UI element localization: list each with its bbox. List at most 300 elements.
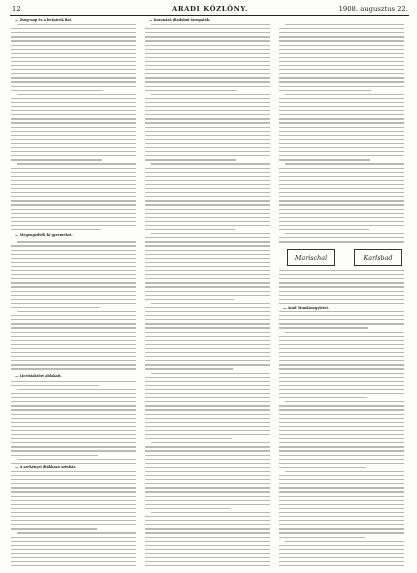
text-line xyxy=(279,348,404,349)
text-line xyxy=(145,332,270,333)
text-line xyxy=(11,172,136,173)
text-line xyxy=(279,537,365,538)
text-line xyxy=(145,200,270,201)
text-line xyxy=(145,500,270,501)
text-line xyxy=(145,356,270,357)
text-line xyxy=(11,455,98,456)
text-line xyxy=(11,516,136,517)
text-line xyxy=(11,414,136,415)
text-line xyxy=(279,168,404,169)
text-line xyxy=(279,557,404,558)
text-line xyxy=(279,65,404,66)
text-line xyxy=(145,69,270,70)
text-line xyxy=(145,122,270,123)
text-line xyxy=(145,348,270,349)
text-line xyxy=(145,40,270,41)
text-line xyxy=(17,532,136,533)
text-line xyxy=(279,159,370,160)
text-line xyxy=(145,241,270,242)
text-line xyxy=(11,340,136,341)
text-line xyxy=(285,471,404,472)
text-line xyxy=(11,504,136,505)
text-line xyxy=(145,438,232,439)
text-line xyxy=(285,233,404,234)
text-line xyxy=(11,299,136,300)
article-heading: — Zsug-nap és a betyárok fiai. xyxy=(15,18,73,22)
text-line xyxy=(11,442,136,443)
text-line xyxy=(145,36,270,37)
text-line xyxy=(279,131,404,132)
text-line xyxy=(11,323,136,324)
text-line xyxy=(279,565,404,566)
text-line xyxy=(145,352,270,353)
text-line xyxy=(11,368,136,369)
text-line xyxy=(151,512,270,513)
text-line xyxy=(145,90,237,91)
text-line xyxy=(11,266,136,267)
text-line xyxy=(11,98,136,99)
text-line xyxy=(279,385,404,386)
text-line xyxy=(11,40,136,41)
text-line xyxy=(11,188,136,189)
text-line xyxy=(11,274,136,275)
text-line xyxy=(279,90,371,91)
text-line xyxy=(279,40,404,41)
text-line xyxy=(145,49,270,50)
text-line xyxy=(11,336,136,337)
text-line xyxy=(11,147,136,148)
text-line xyxy=(11,221,136,222)
text-line xyxy=(145,32,270,33)
text-line xyxy=(279,122,404,123)
text-line xyxy=(279,299,404,300)
text-line xyxy=(145,221,270,222)
text-line xyxy=(145,57,270,58)
text-line xyxy=(145,565,270,566)
text-line xyxy=(279,393,404,394)
text-line xyxy=(145,487,270,488)
text-line xyxy=(145,151,270,152)
text-line xyxy=(11,143,136,144)
article-heading: — A szekényei diákhaza szinház. xyxy=(15,465,77,469)
text-line xyxy=(17,459,136,460)
text-line xyxy=(145,213,270,214)
text-line xyxy=(279,319,404,320)
text-line xyxy=(11,401,136,402)
text-line xyxy=(11,282,136,283)
text-line xyxy=(145,537,270,538)
column-1 xyxy=(11,18,136,570)
text-line xyxy=(279,69,404,70)
text-line xyxy=(11,356,136,357)
text-line xyxy=(279,549,404,550)
text-line xyxy=(145,459,270,460)
text-line xyxy=(145,319,270,320)
text-line xyxy=(11,73,136,74)
text-line xyxy=(145,77,270,78)
text-line xyxy=(145,405,270,406)
text-line xyxy=(279,418,404,419)
text-line xyxy=(279,36,404,37)
text-line xyxy=(145,295,270,296)
text-line xyxy=(145,274,270,275)
text-line xyxy=(279,196,404,197)
text-line xyxy=(11,278,136,279)
text-line xyxy=(279,184,404,185)
text-line xyxy=(279,237,404,238)
text-line xyxy=(145,245,270,246)
text-line xyxy=(11,565,136,566)
text-line xyxy=(279,512,404,513)
text-line xyxy=(11,65,136,66)
text-line xyxy=(11,385,99,386)
text-line xyxy=(11,332,136,333)
text-line xyxy=(11,364,136,365)
text-line xyxy=(279,352,404,353)
text-line xyxy=(145,250,270,251)
text-line xyxy=(279,340,404,341)
text-line xyxy=(279,200,404,201)
text-line xyxy=(279,524,404,525)
text-line xyxy=(11,229,101,230)
text-line xyxy=(285,94,404,95)
text-line xyxy=(11,295,136,296)
text-line xyxy=(11,512,136,513)
text-line xyxy=(145,520,270,521)
text-line xyxy=(145,270,270,271)
text-line xyxy=(145,434,270,435)
text-line xyxy=(11,49,136,50)
text-line xyxy=(11,196,136,197)
text-line xyxy=(279,176,404,177)
text-line xyxy=(145,81,270,82)
text-line xyxy=(279,188,404,189)
text-line xyxy=(145,491,270,492)
text-line xyxy=(145,225,270,226)
text-line xyxy=(145,315,270,316)
text-line xyxy=(145,467,270,468)
text-line xyxy=(145,217,270,218)
text-line xyxy=(279,127,404,128)
text-line xyxy=(145,237,270,238)
text-line xyxy=(145,360,270,361)
text-line xyxy=(145,311,270,312)
text-line xyxy=(11,200,136,201)
text-line xyxy=(11,192,136,193)
text-line xyxy=(145,159,236,160)
text-line xyxy=(11,90,103,91)
text-line xyxy=(145,114,270,115)
text-line xyxy=(279,426,404,427)
text-line xyxy=(11,102,136,103)
text-line xyxy=(11,405,136,406)
text-line xyxy=(285,401,404,402)
text-line xyxy=(145,168,270,169)
text-line xyxy=(145,98,270,99)
text-line xyxy=(145,73,270,74)
text-line xyxy=(285,541,404,542)
text-line xyxy=(145,258,270,259)
text-line xyxy=(279,389,404,390)
text-line xyxy=(11,450,136,451)
text-line xyxy=(11,397,136,398)
text-line xyxy=(11,225,136,226)
text-line xyxy=(279,409,404,410)
text-line xyxy=(17,241,136,242)
text-line xyxy=(279,118,404,119)
text-line xyxy=(11,508,136,509)
text-line xyxy=(279,143,404,144)
text-line xyxy=(145,401,270,402)
text-line xyxy=(279,487,404,488)
article-heading: — Arad Munkásegyletei. xyxy=(283,306,330,310)
text-line xyxy=(145,180,270,181)
text-line xyxy=(145,229,235,230)
text-line xyxy=(145,184,270,185)
text-line xyxy=(279,528,404,529)
text-line xyxy=(11,475,136,476)
text-line xyxy=(11,500,136,501)
text-line xyxy=(145,204,270,205)
text-line xyxy=(279,323,404,324)
text-line xyxy=(279,438,404,439)
text-line xyxy=(279,192,404,193)
text-line xyxy=(11,155,136,156)
text-line xyxy=(11,118,136,119)
text-line xyxy=(145,455,270,456)
text-line xyxy=(279,360,404,361)
text-line xyxy=(145,323,270,324)
text-line xyxy=(279,155,404,156)
text-line xyxy=(279,545,404,546)
text-line xyxy=(11,131,136,132)
text-line xyxy=(145,549,270,550)
text-line xyxy=(279,151,404,152)
text-line xyxy=(145,389,270,390)
text-line xyxy=(11,352,136,353)
text-line xyxy=(145,53,270,54)
text-line xyxy=(11,307,100,308)
text-line xyxy=(11,77,136,78)
text-line xyxy=(145,172,270,173)
text-line xyxy=(11,57,136,58)
text-line xyxy=(151,163,270,164)
text-line xyxy=(279,217,404,218)
text-line xyxy=(11,291,136,292)
text-line xyxy=(145,155,270,156)
text-line xyxy=(11,135,136,136)
text-line xyxy=(145,28,270,29)
text-line xyxy=(279,356,404,357)
text-line xyxy=(17,389,136,390)
text-line xyxy=(285,163,404,164)
text-line xyxy=(145,131,270,132)
text-line xyxy=(11,45,136,46)
text-line xyxy=(279,397,367,398)
text-line xyxy=(279,327,368,328)
text-line xyxy=(279,209,404,210)
text-line xyxy=(11,122,136,123)
text-line xyxy=(279,422,404,423)
text-line xyxy=(279,221,404,222)
text-line xyxy=(279,303,404,304)
text-line xyxy=(145,541,270,542)
text-line xyxy=(11,53,136,54)
text-line xyxy=(11,254,136,255)
column-2 xyxy=(145,18,270,570)
text-line xyxy=(279,32,404,33)
text-line xyxy=(279,139,404,140)
page-number: 12 xyxy=(12,5,21,13)
text-line xyxy=(151,94,270,95)
text-line xyxy=(279,270,404,271)
text-line xyxy=(145,393,270,394)
text-line xyxy=(145,471,270,472)
text-line xyxy=(11,114,136,115)
text-line xyxy=(279,446,404,447)
text-line xyxy=(279,467,366,468)
text-line xyxy=(145,86,270,87)
text-line xyxy=(11,286,136,287)
text-line xyxy=(279,377,404,378)
text-line xyxy=(279,81,404,82)
text-line xyxy=(11,520,136,521)
text-line xyxy=(11,344,136,345)
text-line xyxy=(145,418,270,419)
text-line xyxy=(11,327,136,328)
text-line xyxy=(151,373,270,374)
text-line xyxy=(11,483,136,484)
text-line xyxy=(11,168,136,169)
text-line xyxy=(279,368,404,369)
text-line xyxy=(145,286,270,287)
text-line xyxy=(145,426,270,427)
text-line xyxy=(279,483,404,484)
text-line xyxy=(11,409,136,410)
text-line xyxy=(11,315,136,316)
text-line xyxy=(17,94,136,95)
text-line xyxy=(279,434,404,435)
text-line xyxy=(11,471,136,472)
text-line xyxy=(145,397,270,398)
text-line xyxy=(145,414,270,415)
text-line xyxy=(285,24,404,25)
text-line xyxy=(151,442,270,443)
text-line xyxy=(145,516,270,517)
text-line xyxy=(279,430,404,431)
text-line xyxy=(11,106,136,107)
text-line xyxy=(145,496,270,497)
text-line xyxy=(145,561,270,562)
text-line xyxy=(279,86,404,87)
text-line xyxy=(279,500,404,501)
text-line xyxy=(279,315,404,316)
text-line xyxy=(145,209,270,210)
text-line xyxy=(145,61,270,62)
text-line xyxy=(151,24,270,25)
text-line xyxy=(279,57,404,58)
text-line xyxy=(11,463,136,464)
text-line xyxy=(11,245,136,246)
text-line xyxy=(145,479,270,480)
text-line xyxy=(285,332,404,333)
text-line xyxy=(279,241,404,242)
text-line xyxy=(279,204,404,205)
text-line xyxy=(279,147,404,148)
text-line xyxy=(145,102,270,103)
text-line xyxy=(279,520,404,521)
text-line xyxy=(279,504,404,505)
column-3 xyxy=(279,18,404,570)
text-line xyxy=(145,45,270,46)
text-line xyxy=(11,491,136,492)
text-line xyxy=(11,110,136,111)
text-line xyxy=(279,286,404,287)
text-line xyxy=(11,213,136,214)
text-line xyxy=(279,114,404,115)
text-line xyxy=(145,463,270,464)
text-line xyxy=(279,491,404,492)
text-line xyxy=(279,28,404,29)
text-line xyxy=(145,381,270,382)
text-line xyxy=(11,180,136,181)
text-line xyxy=(279,532,404,533)
text-line xyxy=(11,557,136,558)
text-line xyxy=(145,127,270,128)
text-line xyxy=(11,348,136,349)
text-line xyxy=(145,557,270,558)
text-line xyxy=(279,110,404,111)
text-line xyxy=(145,377,270,378)
text-line xyxy=(11,151,136,152)
text-line xyxy=(279,442,404,443)
text-line xyxy=(11,381,136,382)
text-line xyxy=(279,77,404,78)
text-line xyxy=(279,414,404,415)
text-line xyxy=(145,266,270,267)
text-line xyxy=(145,483,270,484)
text-line xyxy=(279,364,404,365)
text-line xyxy=(11,258,136,259)
text-line xyxy=(279,225,404,226)
text-line xyxy=(279,274,404,275)
text-line xyxy=(11,553,136,554)
text-line xyxy=(11,496,136,497)
text-line xyxy=(145,110,270,111)
text-line xyxy=(145,336,270,337)
text-line xyxy=(11,127,136,128)
text-line xyxy=(11,422,136,423)
text-line xyxy=(11,81,136,82)
text-line xyxy=(11,86,136,87)
text-line xyxy=(11,32,136,33)
text-line xyxy=(145,528,270,529)
text-line xyxy=(279,282,404,283)
text-line xyxy=(145,430,270,431)
page-header xyxy=(12,5,408,14)
text-line xyxy=(145,188,270,189)
text-line xyxy=(11,430,136,431)
text-line xyxy=(279,291,404,292)
text-line xyxy=(145,327,270,328)
text-line xyxy=(145,450,270,451)
text-line xyxy=(145,368,233,369)
text-line xyxy=(145,504,270,505)
text-line xyxy=(17,163,136,164)
text-line xyxy=(279,278,404,279)
text-line xyxy=(145,299,234,300)
text-line xyxy=(11,69,136,70)
